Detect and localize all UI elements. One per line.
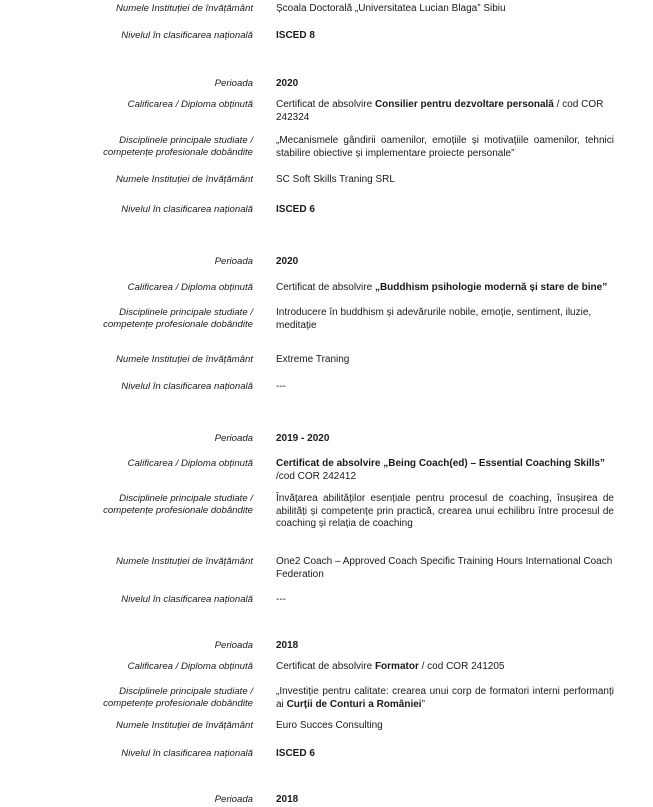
level-value: --- [276, 381, 286, 392]
level-label: Nivelul în clasificarea națională [121, 594, 253, 605]
subjects-label: Disciplinele principale studiate / competențe profesionale dobândite [103, 135, 253, 158]
institution-value: SC Soft Skills Traning SRL [276, 174, 395, 185]
period-label: Perioada [214, 433, 253, 444]
level-value: ISCED 6 [276, 748, 315, 759]
period-value: 2020 [276, 78, 299, 89]
level-label: Nivelul în clasificarea națională [121, 204, 253, 215]
level-label: Nivelul în clasificarea națională [121, 748, 253, 759]
period-value: 2020 [276, 256, 299, 267]
subjects-label: Disciplinele principale studiate / competențe profesionale dobândite [103, 686, 253, 709]
level-value: ISCED 6 [276, 204, 315, 215]
institution-value: Extreme Traning [276, 354, 350, 365]
period-value: 2019 - 2020 [276, 433, 330, 444]
qualification-value: Certificat de absolvire Consilier pentru dezvoltare personală / cod COR 242324 [276, 99, 604, 123]
institution-value: Școala Doctorală „Universitatea Lucian Blaga” Sibiu [276, 3, 506, 14]
level-label: Nivelul în clasificarea națională [121, 30, 253, 41]
period-label: Perioada [214, 794, 253, 805]
period-label: Perioada [214, 78, 253, 89]
qualification-label: Calificarea / Diploma obținută [127, 458, 253, 469]
institution-label: Numele Instituției de învățământ [115, 174, 253, 185]
qualification-value: Certificat de absolvire „Being Coach(ed) – Essential Coaching Skills” /cod COR 242412 [276, 458, 605, 482]
institution-label: Numele Instituției de învățământ [115, 556, 253, 567]
institution-label: Numele Instituției de învățământ [115, 354, 253, 365]
qualification-value: Certificat de absolvire „Buddhism psihologie modernă și stare de bine” [276, 282, 608, 293]
subjects-label: Disciplinele principale studiate / competențe profesionale dobândite [103, 493, 253, 516]
period-value: 2018 [276, 640, 299, 651]
period-value: 2018 [276, 794, 299, 805]
qualification-value: Certificat de absolvire Formator / cod COR 241205 [276, 661, 505, 672]
period-label: Perioada [214, 640, 253, 651]
institution-value: Euro Succes Consulting [276, 720, 383, 731]
subjects-value: Învățarea abilităților esențiale pentru procesul de coaching, însușirea de abilități și competențe prin practică, crearea unui echilibru între procesul de coaching și relația de coaching [276, 493, 614, 529]
subjects-value: Introducere în buddhism și adevărurile nobile, emoție, sentiment, iluzie, meditație [276, 307, 592, 331]
institution-value: One2 Coach – Approved Coach Specific Training Hours International Coach Federation [276, 556, 613, 580]
level-value: ISCED 8 [276, 30, 315, 41]
qualification-label: Calificarea / Diploma obținută [127, 99, 253, 110]
period-label: Perioada [214, 256, 253, 267]
qualification-label: Calificarea / Diploma obținută [127, 282, 253, 293]
level-label: Nivelul în clasificarea națională [121, 381, 253, 392]
qualification-label: Calificarea / Diploma obținută [127, 661, 253, 672]
subjects-label: Disciplinele principale studiate / competențe profesionale dobândite [103, 307, 253, 330]
subjects-value: „Mecanismele gândirii oamenilor, emoțiile și motivațiile oamenilor, tehnici stabilire obiective și implementare proiecte personale” [276, 135, 614, 159]
institution-label: Numele Instituției de învățământ [115, 3, 253, 14]
subjects-value: „Investiție pentru calitate: crearea unui corp de formatori interni performanți ai Curții de Conturi a României” [276, 686, 614, 710]
institution-label: Numele Instituției de învățământ [115, 720, 253, 731]
level-value: --- [276, 594, 286, 605]
